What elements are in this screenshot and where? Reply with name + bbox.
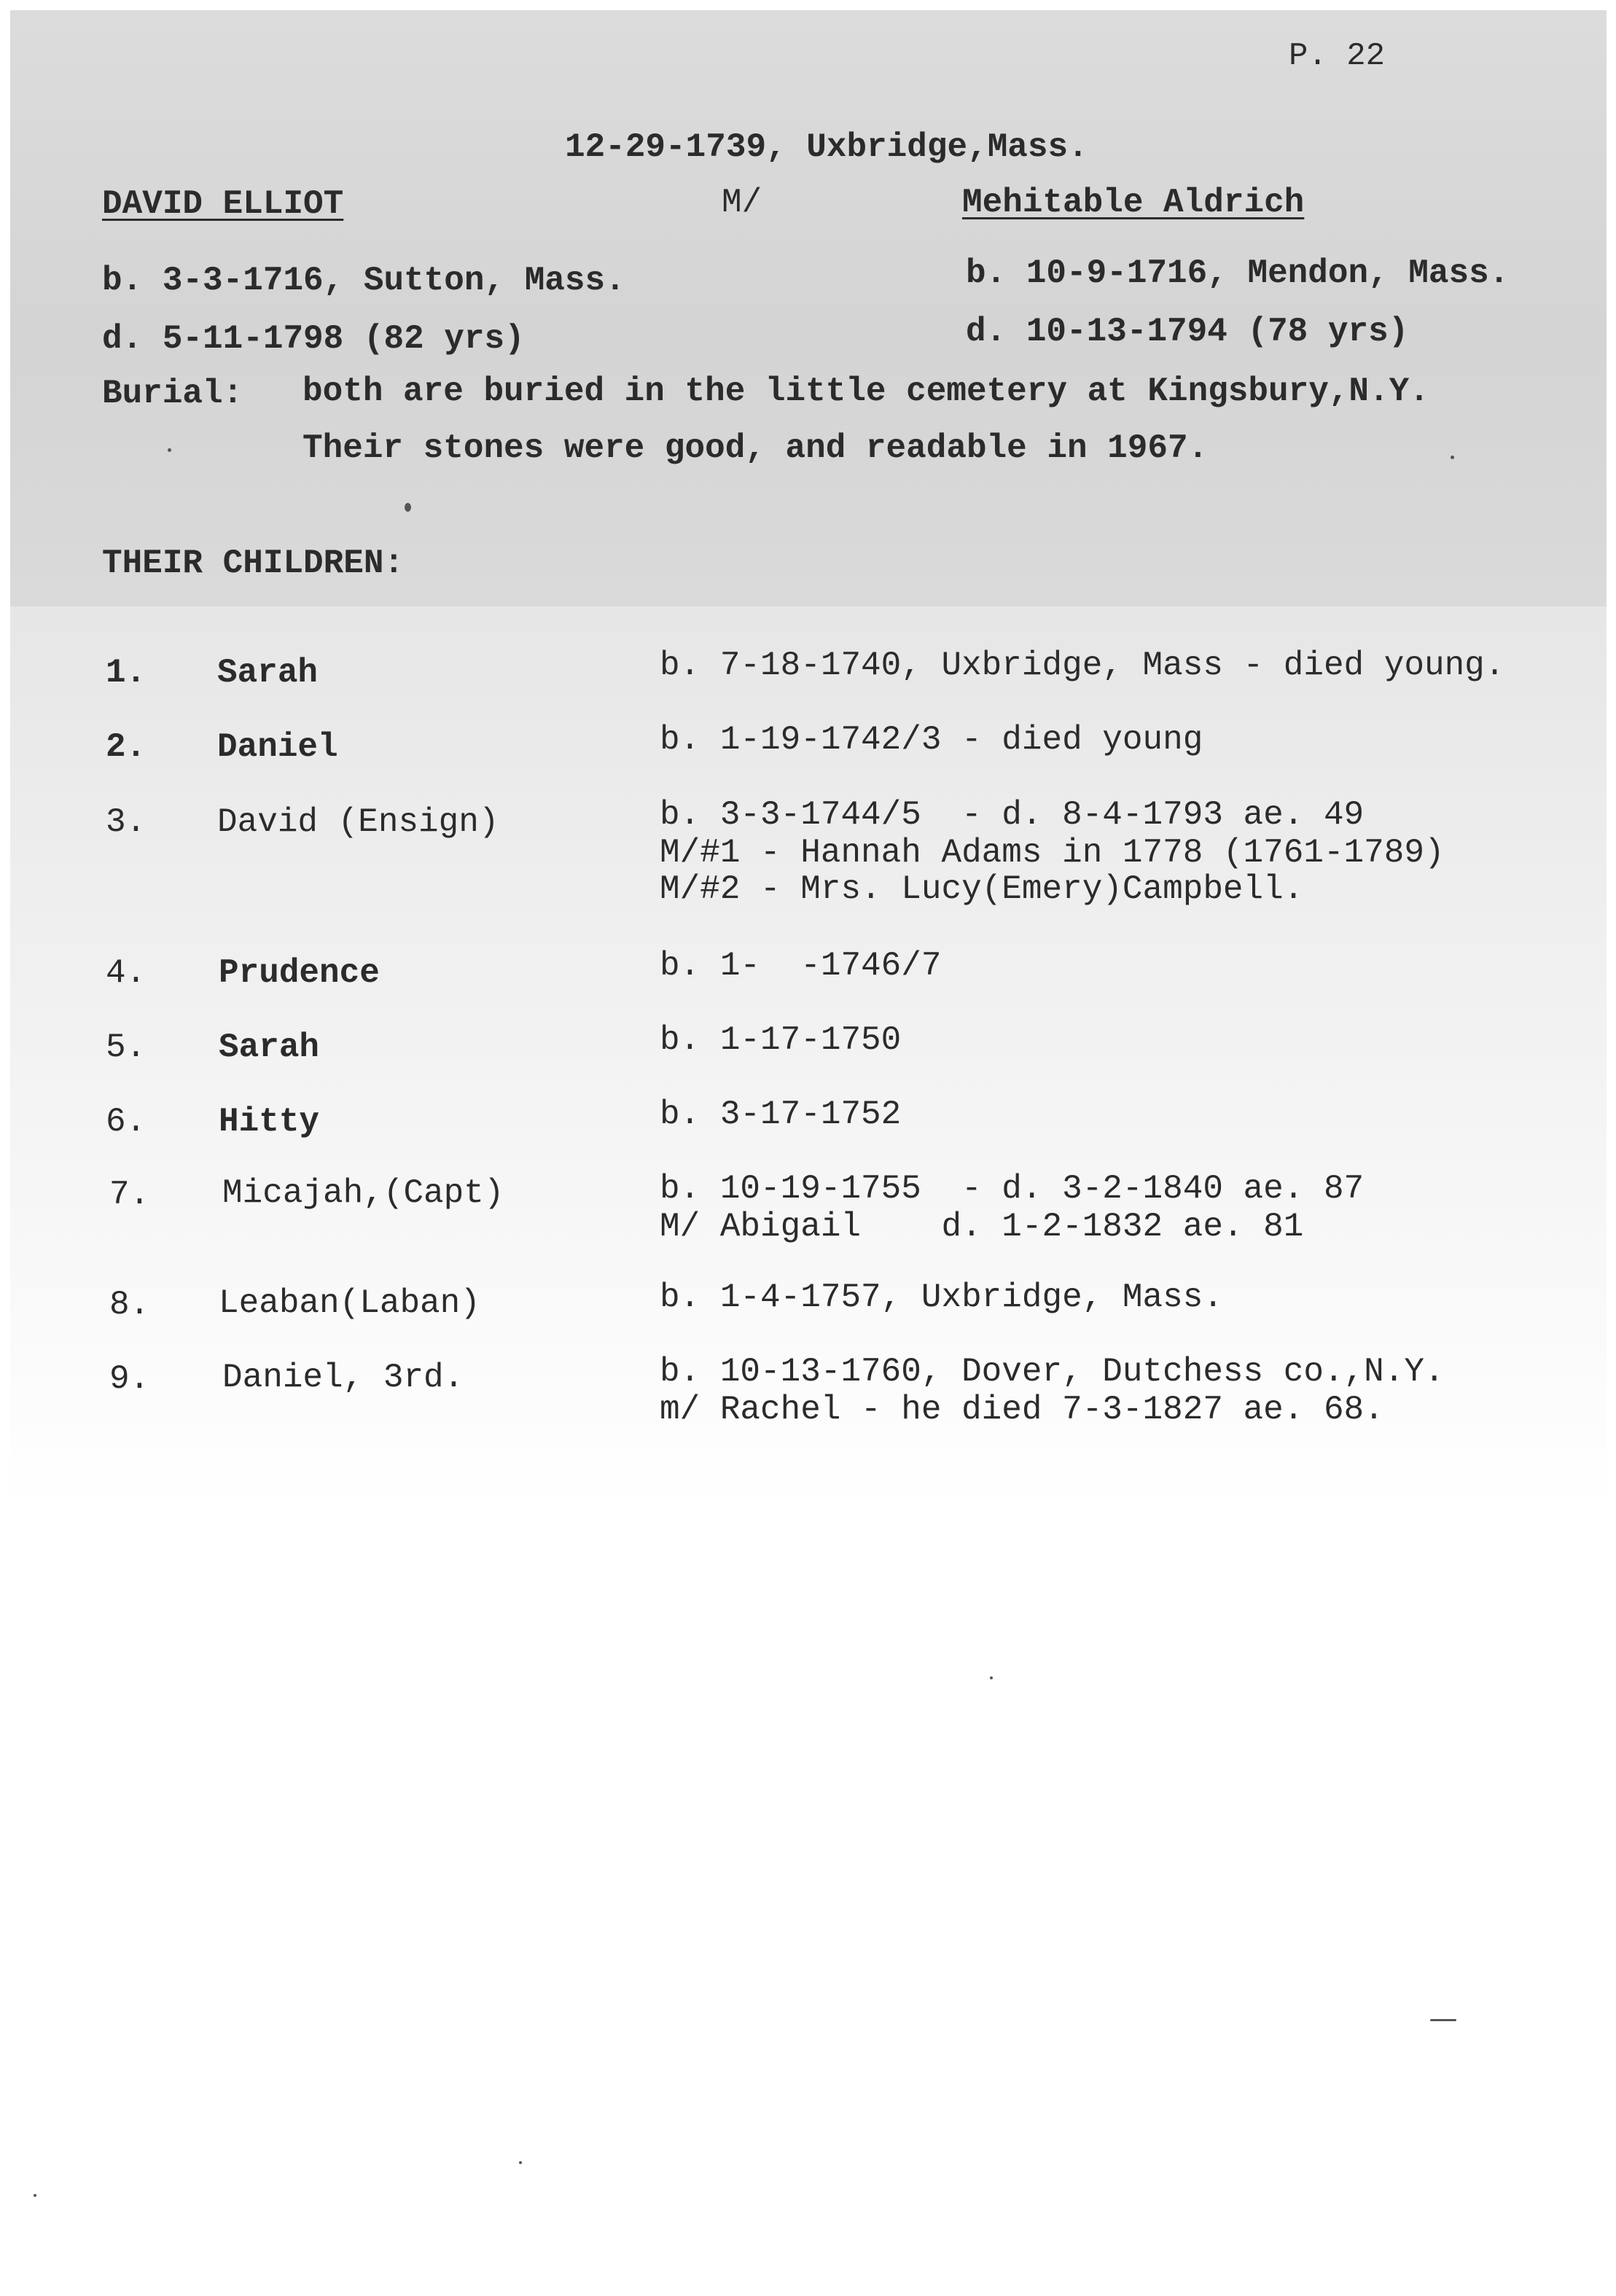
child-number: 3. (106, 803, 147, 841)
child-name: Hitty (219, 1103, 320, 1141)
photocopy-shading-top (10, 10, 1607, 606)
ink-speck (34, 2194, 36, 2197)
ink-speck (405, 503, 411, 512)
page-number: P. 22 (1289, 38, 1386, 74)
wife-death: d. 10-13-1794 (78 yrs) (966, 313, 1409, 351)
ink-speck (990, 1676, 993, 1679)
child-number: 4. (106, 954, 147, 992)
burial-label: Burial: (102, 375, 243, 413)
child-info: b. 1-17-1750 (660, 1021, 902, 1059)
child-number: 5. (106, 1028, 147, 1066)
burial-line-2: Their stones were good, and readable in 1967. (302, 429, 1209, 467)
child-number: 6. (106, 1103, 147, 1141)
children-heading: THEIR CHILDREN: (102, 544, 405, 582)
child-name: Daniel, 3rd. (222, 1359, 464, 1397)
child-info: b. 1- -1746/7 (660, 947, 942, 985)
child-info: M/#1 - Hannah Adams in 1778 (1761-1789) (660, 834, 1445, 872)
burial-line-1: both are buried in the little cemetery at Kingsbury,N.Y. (302, 372, 1429, 410)
child-info: M/#2 - Mrs. Lucy(Emery)Campbell. (660, 870, 1304, 908)
child-name: Sarah (219, 1028, 320, 1066)
husband-birth: b. 3-3-1716, Sutton, Mass. (102, 262, 625, 300)
child-info: b. 3-17-1752 (660, 1096, 902, 1133)
ink-mark (1430, 2019, 1456, 2021)
child-number: 1. (106, 654, 147, 692)
child-info: M/ Abigail d. 1-2-1832 ae. 81 (660, 1208, 1304, 1246)
child-info: b. 10-13-1760, Dover, Dutchess co.,N.Y. (660, 1353, 1445, 1391)
child-number: 2. (106, 728, 147, 766)
child-number: 7. (109, 1176, 150, 1214)
husband-name: DAVID ELLIOT (102, 185, 344, 223)
child-info: b. 10-19-1755 - d. 3-2-1840 ae. 87 (660, 1170, 1365, 1208)
child-info: b. 3-3-1744/5 - d. 8-4-1793 ae. 49 (660, 796, 1365, 834)
ink-speck (519, 2161, 522, 2164)
child-info: b. 7-18-1740, Uxbridge, Mass - died young. (660, 647, 1505, 684)
ink-speck (168, 448, 171, 452)
husband-death: d. 5-11-1798 (82 yrs) (102, 320, 525, 358)
child-number: 8. (109, 1286, 150, 1324)
child-name: Daniel (217, 728, 338, 766)
child-info: b. 1-4-1757, Uxbridge, Mass. (660, 1278, 1223, 1316)
child-name: Leaban(Laban) (219, 1284, 480, 1322)
wife-birth: b. 10-9-1716, Mendon, Mass. (966, 254, 1510, 292)
ink-speck (1451, 456, 1454, 459)
child-name: Sarah (217, 654, 319, 692)
wife-name: Mehitable Aldrich (962, 184, 1305, 222)
child-name: Micajah,(Capt) (222, 1174, 504, 1212)
marriage-date-place: 12-29-1739, Uxbridge,Mass. (565, 128, 1088, 166)
child-name: Prudence (219, 954, 380, 992)
child-info: m/ Rachel - he died 7-3-1827 ae. 68. (660, 1391, 1384, 1429)
married-symbol: M/ (722, 184, 762, 222)
child-info: b. 1-19-1742/3 - died young (660, 721, 1203, 759)
child-name: David (Ensign) (217, 803, 499, 841)
child-number: 9. (109, 1360, 150, 1398)
